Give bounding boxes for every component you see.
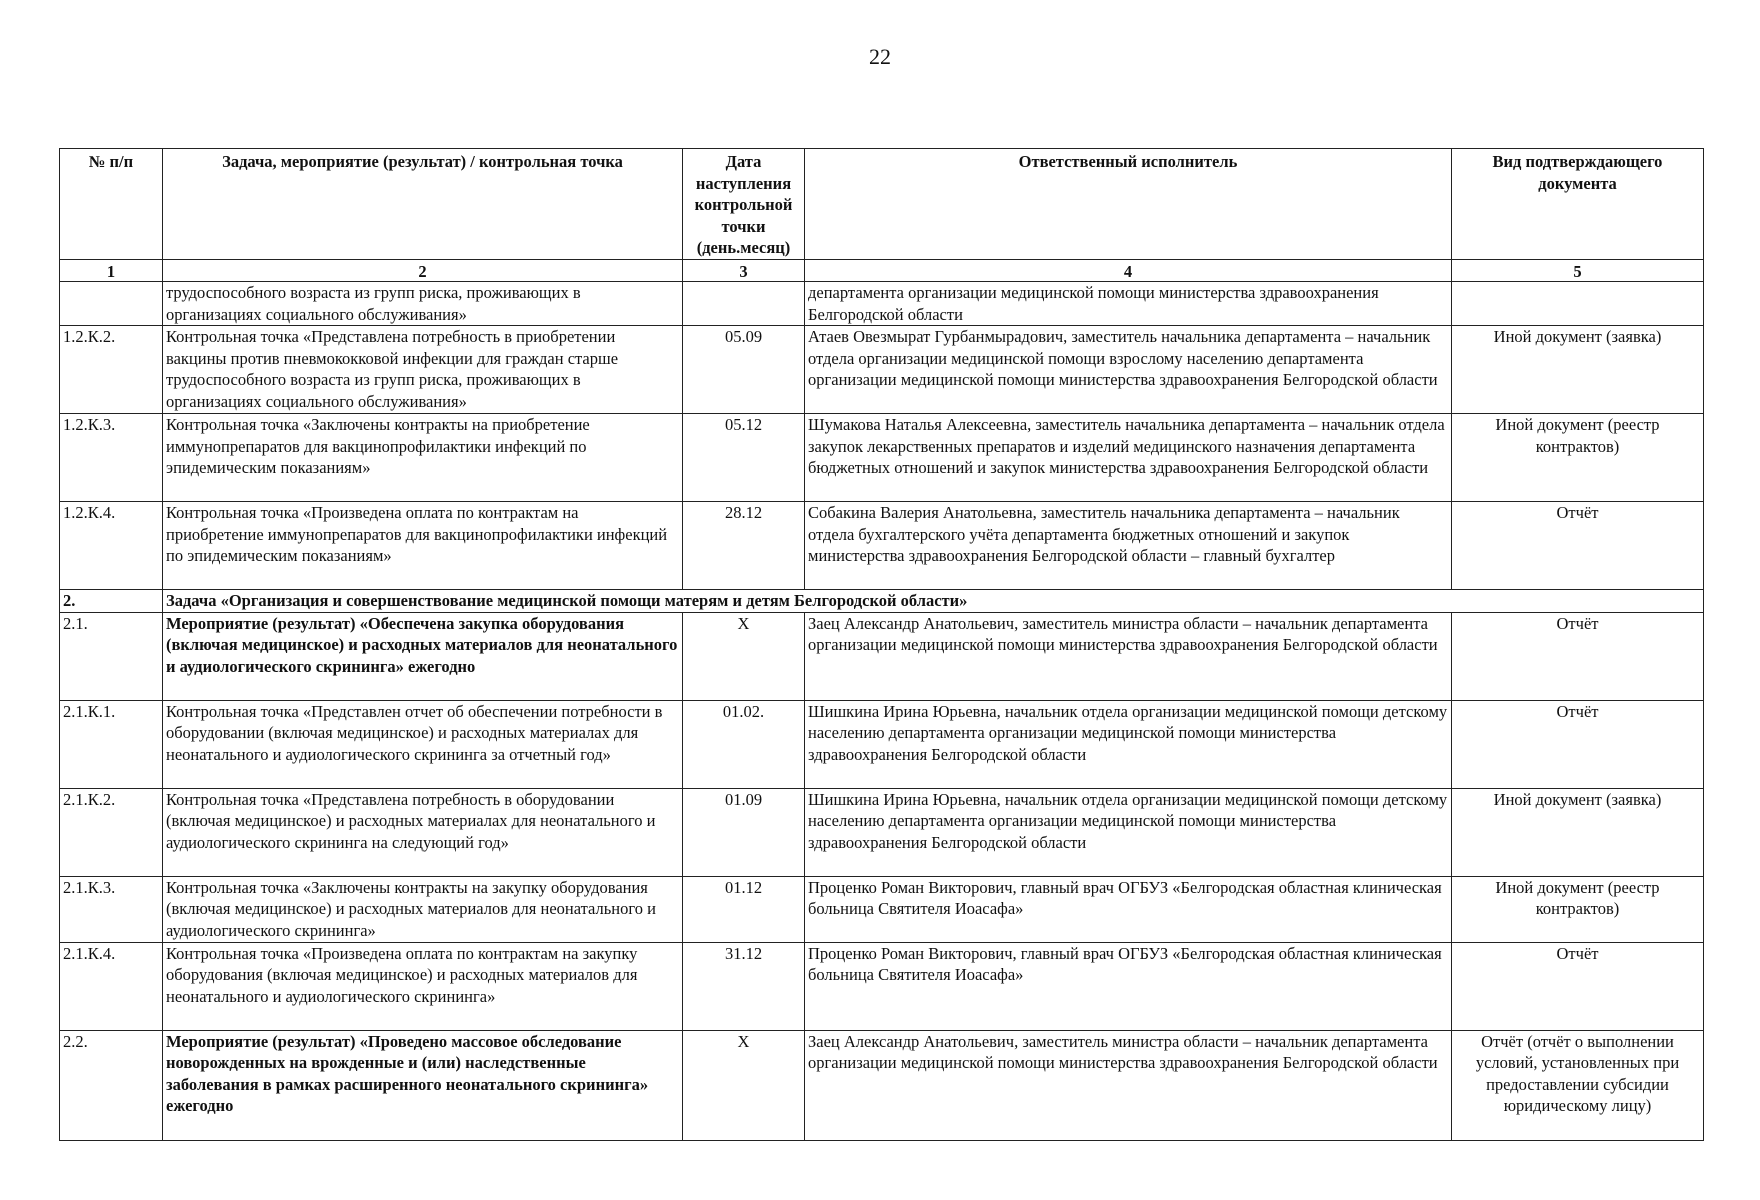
row-responsible: Проценко Роман Викторович, главный врач ОГБУЗ «Белгородская областная клиническая больница Святителя Иоасафа» bbox=[805, 942, 1452, 1030]
header-date: Дата наступления контрольной точки (день.месяц) bbox=[683, 149, 805, 260]
row-responsible: Проценко Роман Викторович, главный врач ОГБУЗ «Белгородская областная клиническая больница Святителя Иоасафа» bbox=[805, 876, 1452, 942]
row-number: 2.1.К.2. bbox=[60, 788, 163, 876]
row-responsible: Шумакова Наталья Алексеевна, заместитель начальника департамента – начальник отдела закупок лекарственных препаратов и изделий медицинского назначения департамента бюджетных отношений и закупок министерства здравоохранения Белгородской области bbox=[805, 414, 1452, 502]
row-document: Отчёт (отчёт о выполнении условий, установленных при предоставлении субсидии юридическому лицу) bbox=[1452, 1030, 1704, 1140]
row-document: Иной документ (заявка) bbox=[1452, 326, 1704, 414]
row-responsible: департамента организации медицинской помощи министерства здравоохранения Белгородской области bbox=[805, 282, 1452, 326]
column-number: 5 bbox=[1452, 260, 1704, 282]
row-document: Иной документ (заявка) bbox=[1452, 788, 1704, 876]
row-document: Отчёт bbox=[1452, 502, 1704, 590]
row-task: Контрольная точка «Заключены контракты на приобретение иммунопрепаратов для вакцинопрофилактики инфекций по эпидемическим показаниям» bbox=[163, 414, 683, 502]
table-row bbox=[60, 942, 1704, 1030]
table-row bbox=[60, 612, 1704, 700]
row-task: Контрольная точка «Представлен отчет об обеспечении потребности в оборудовании (включая медицинское) и расходных материалах для неонатального и аудиологического скрининга за отчетный год» bbox=[163, 700, 683, 788]
row-document: Отчёт bbox=[1452, 612, 1704, 700]
table-row bbox=[60, 1030, 1704, 1140]
row-number: 1.2.К.3. bbox=[60, 414, 163, 502]
row-date: X bbox=[683, 1030, 805, 1140]
row-number: 2.2. bbox=[60, 1030, 163, 1140]
row-responsible: Заец Александр Анатольевич, заместитель министра области – начальник департамента организации медицинской помощи министерства здравоохранения Белгородской области bbox=[805, 612, 1452, 700]
row-responsible: Собакина Валерия Анатольевна, заместитель начальника департамента – начальник отдела бухгалтерского учёта департамента бюджетных отношений и закупок министерства здравоохранения Белгородской области – главный бухгалтер bbox=[805, 502, 1452, 590]
row-task: Контрольная точка «Представлена потребность в оборудовании (включая медицинское) и расходных материалах для неонатального и аудиологического скрининга на следующий год» bbox=[163, 788, 683, 876]
row-document: Иной документ (реестр контрактов) bbox=[1452, 414, 1704, 502]
row-task: трудоспособного возраста из групп риска, проживающих в организациях социального обслуживания» bbox=[163, 282, 683, 326]
page-number: 22 bbox=[869, 44, 891, 69]
column-numbers-row bbox=[60, 260, 1704, 282]
control-points-table bbox=[59, 148, 1704, 1141]
row-responsible: Атаев Овезмырат Гурбанмырадович, заместитель начальника департамента – начальник отдела организации медицинской помощи взрослому населению департамента организации медицинской помощи министерства здравоохранения Белгородской области bbox=[805, 326, 1452, 414]
row-document: Отчёт bbox=[1452, 942, 1704, 1030]
row-number: 2.1.К.1. bbox=[60, 700, 163, 788]
table-row bbox=[60, 282, 1704, 326]
row-date: 01.09 bbox=[683, 788, 805, 876]
row-date: X bbox=[683, 612, 805, 700]
row-date: 05.09 bbox=[683, 326, 805, 414]
table-row bbox=[60, 590, 1704, 613]
row-document bbox=[1452, 282, 1704, 326]
row-number: 2.1.К.3. bbox=[60, 876, 163, 942]
row-responsible: Шишкина Ирина Юрьевна, начальник отдела организации медицинской помощи детскому населению департамента организации медицинской помощи министерства здравоохранения Белгородской области bbox=[805, 788, 1452, 876]
row-task: Контрольная точка «Заключены контракты на закупку оборудования (включая медицинское) и расходных материалов для неонатального и аудиологического скрининга» bbox=[163, 876, 683, 942]
header-document: Вид подтверждающего документа bbox=[1452, 149, 1704, 260]
row-number: 1.2.К.2. bbox=[60, 326, 163, 414]
row-number: 2.1. bbox=[60, 612, 163, 700]
row-responsible: Шишкина Ирина Юрьевна, начальник отдела организации медицинской помощи детскому населению департамента организации медицинской помощи министерства здравоохранения Белгородской области bbox=[805, 700, 1452, 788]
row-number bbox=[60, 282, 163, 326]
table-header-row bbox=[60, 149, 1704, 260]
column-number: 2 bbox=[163, 260, 683, 282]
table-row bbox=[60, 502, 1704, 590]
table-row bbox=[60, 326, 1704, 414]
row-task: Контрольная точка «Произведена оплата по контрактам на закупку оборудования (включая медицинское) и расходных материалов для неонатального и аудиологического скрининга» bbox=[163, 942, 683, 1030]
row-number: 2. bbox=[60, 590, 163, 613]
column-number: 4 bbox=[805, 260, 1452, 282]
row-task: Мероприятие (результат) «Обеспечена закупка оборудования (включая медицинское) и расходных материалов для неонатального и аудиологического скрининга» ежегодно bbox=[163, 612, 683, 700]
header-num: № п/п bbox=[60, 149, 163, 260]
row-number: 1.2.К.4. bbox=[60, 502, 163, 590]
table-body bbox=[60, 282, 1704, 1141]
section-title: Задача «Организация и совершенствование медицинской помощи матерям и детям Белгородской области» bbox=[163, 590, 1704, 613]
table-row bbox=[60, 876, 1704, 942]
row-document: Отчёт bbox=[1452, 700, 1704, 788]
row-task: Мероприятие (результат) «Проведено массовое обследование новорожденных на врожденные и (или) наследственные заболевания в рамках расширенного неонатального скрининга» ежегодно bbox=[163, 1030, 683, 1140]
row-date: 31.12 bbox=[683, 942, 805, 1030]
column-number: 1 bbox=[60, 260, 163, 282]
row-date: 05.12 bbox=[683, 414, 805, 502]
row-document: Иной документ (реестр контрактов) bbox=[1452, 876, 1704, 942]
row-number: 2.1.К.4. bbox=[60, 942, 163, 1030]
table-row bbox=[60, 788, 1704, 876]
row-task: Контрольная точка «Произведена оплата по контрактам на приобретение иммунопрепаратов для вакцинопрофилактики инфекций по эпидемическим показаниям» bbox=[163, 502, 683, 590]
row-date: 01.12 bbox=[683, 876, 805, 942]
row-date bbox=[683, 282, 805, 326]
row-date: 01.02. bbox=[683, 700, 805, 788]
row-responsible: Заец Александр Анатольевич, заместитель министра области – начальник департамента организации медицинской помощи министерства здравоохранения Белгородской области bbox=[805, 1030, 1452, 1140]
column-number: 3 bbox=[683, 260, 805, 282]
header-responsible: Ответственный исполнитель bbox=[805, 149, 1452, 260]
table-row bbox=[60, 700, 1704, 788]
header-task: Задача, мероприятие (результат) / контрольная точка bbox=[163, 149, 683, 260]
row-task: Контрольная точка «Представлена потребность в приобретении вакцины против пневмококковой инфекции для граждан старше трудоспособного возраста из групп риска, проживающих в организациях социального обслуживания» bbox=[163, 326, 683, 414]
row-date: 28.12 bbox=[683, 502, 805, 590]
table-row bbox=[60, 414, 1704, 502]
